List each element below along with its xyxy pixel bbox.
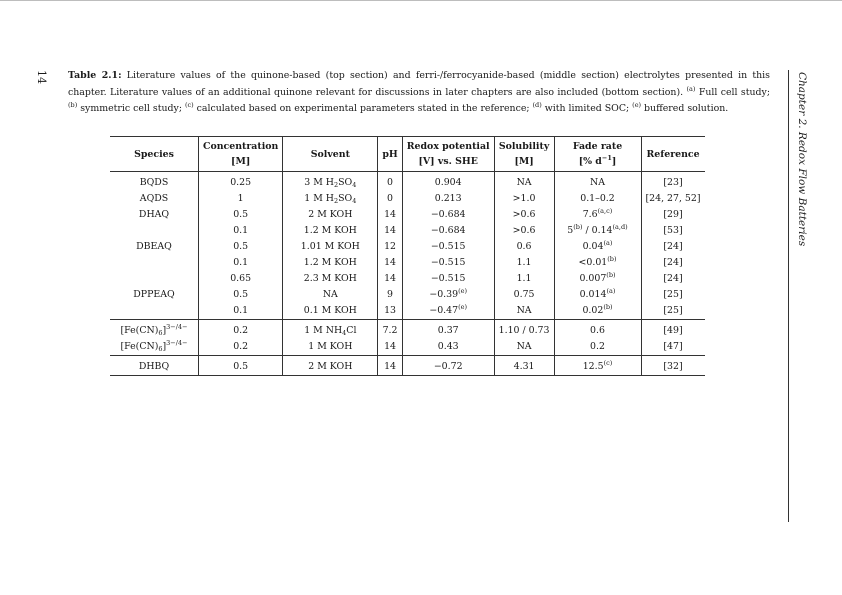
page-number: 14 [35, 70, 48, 84]
table-row: $[Fe(CN)_6]^{3-/4-}$ 0.2 1 M KOH 14 0.43 NA 0.2 [47] [110, 339, 705, 356]
electrolyte-table [110, 136, 705, 376]
col-species: Species [110, 137, 199, 172]
running-header: Chapter 2. Redox Flow Batteries [796, 72, 808, 247]
col-reference: Reference [641, 137, 705, 172]
table-row: BQDS 0.25 3 M $H_2SO_4$ 0 0.904 NA NA [23] [110, 172, 705, 192]
col-concentration: Concentration [M] [199, 137, 283, 172]
table-row: 0.1 0.1 M KOH 13 $-0.47^{(e)}$ NA 0.02$^{(b)}$ [25] [110, 303, 705, 320]
table-row: AQDS 1 1 M $H_2SO_4$ 0 0.213 >1.0 0.1–0.2 [24, 27, 52] [110, 191, 705, 207]
table-row: 0.1 1.2 M KOH 14 −0.515 1.1 $<0.01^{(b)}$ [24] [110, 255, 705, 271]
table-row: DHAQ 0.5 2 M KOH 14 −0.684 >0.6 7.6$^{(a,c)}$ [29] [110, 207, 705, 223]
table-caption: Table 2.1: Literature values of the quinone-based (top section) and ferri-/ferrocyanide-based (middle section) electrolytes presented in this chapter. Literature values of an additional quinone relevant for discussions in later chapters are also included (bottom section). $^{(a)}$ Full cell study; $^{(b)}$ symmetric cell study; $^{(c)}$ calculated based on experimental parameters stated in the reference; $^{(d)}$ with limited SOC; $^{(e)}$ buffered solution. [68, 70, 770, 115]
table-row: DBEAQ 0.5 1.01 M KOH 12 −0.515 0.6 0.04$^{(a)}$ [24] [110, 239, 705, 255]
top-border [0, 0, 842, 1]
caption-label: Table 2.1: [68, 70, 122, 81]
col-solubility: Solubility [M] [494, 137, 554, 172]
col-redox: Redox potential [V] vs. SHE [402, 137, 494, 172]
table-header-row [110, 137, 705, 172]
table-row: 0.1 1.2 M KOH 14 −0.684 >0.6 5$^{(b)}$ / 0.14$^{(a,d)}$ [53] [110, 223, 705, 239]
table-row: 0.65 2.3 M KOH 14 −0.515 1.1 0.007$^{(b)}$ [24] [110, 271, 705, 287]
table-row: DHBQ 0.5 2 M KOH 14 −0.72 4.31 12.5$^{(c)}$ [32] [110, 356, 705, 376]
table-row: DPPEAQ 0.5 NA 9 $-0.39^{(e)}$ 0.75 0.014$^{(a)}$ [25] [110, 287, 705, 303]
header-rule [788, 70, 789, 522]
table-row: $[Fe(CN)_6]^{3-/4-}$ 0.2 1 M $NH_4Cl$ 7.2 0.37 1.10 / 0.73 0.6 [49] [110, 320, 705, 340]
col-fade-rate: Fade rate [% $d^{-1}$] [554, 137, 641, 172]
col-solvent: Solvent [283, 137, 378, 172]
col-ph: pH [378, 137, 402, 172]
